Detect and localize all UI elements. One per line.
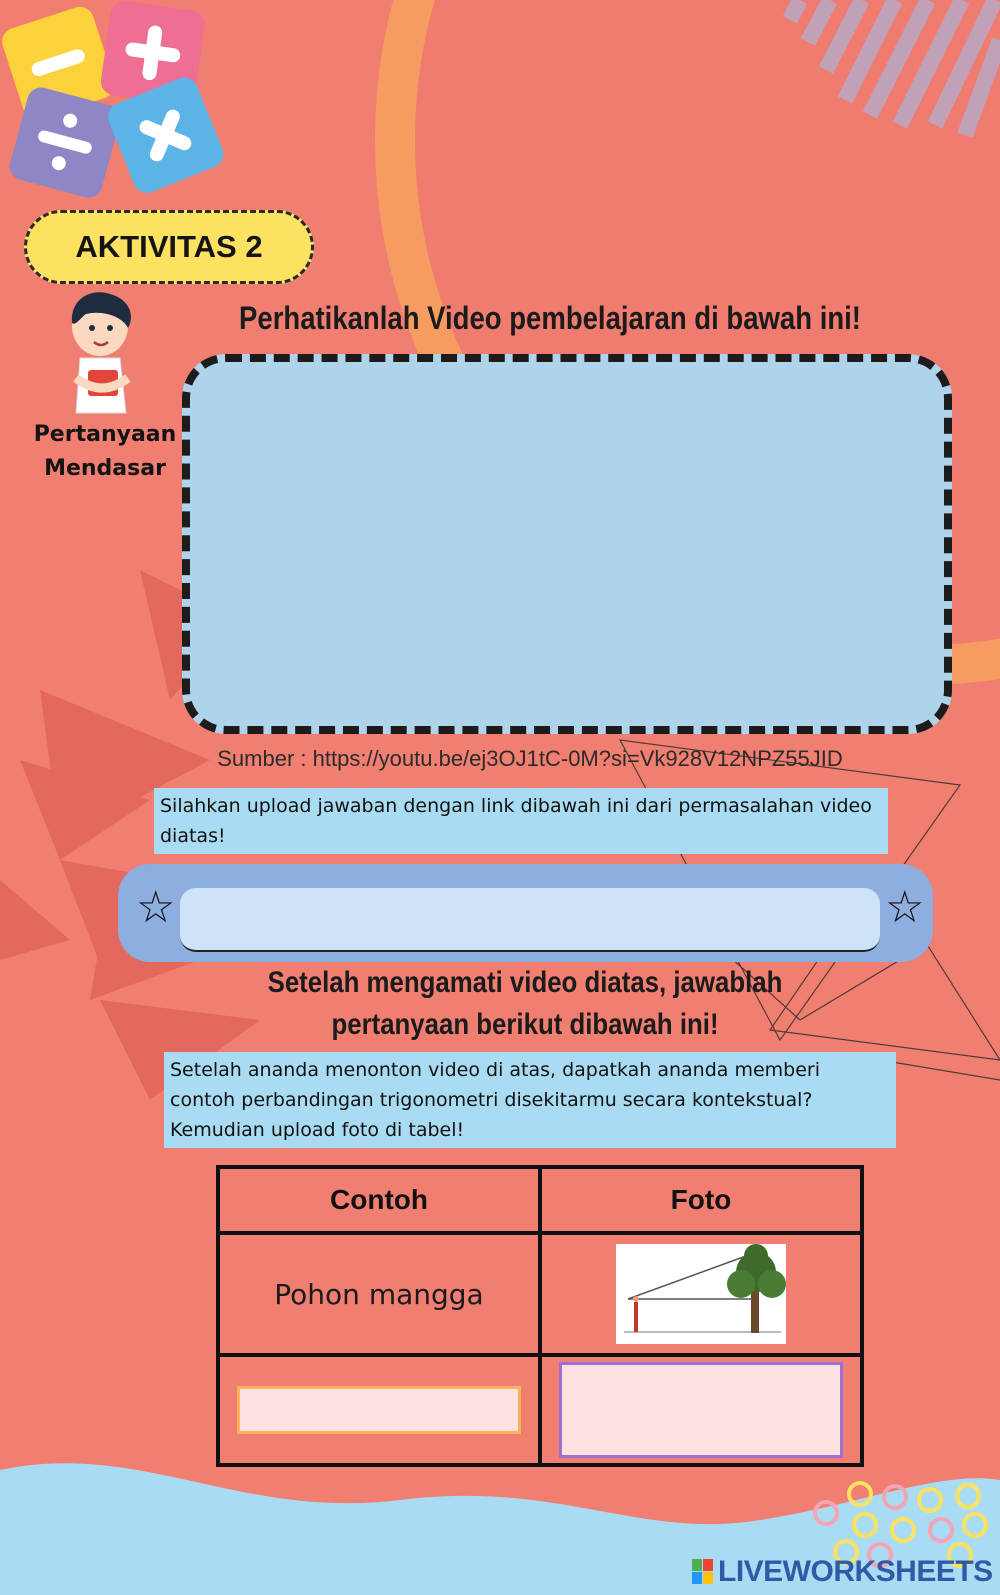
question-heading-line1: Setelah mengamati video diatas, jawablah xyxy=(267,966,783,999)
upload-instruction: Silahkan upload jawaban dengan link dibawah ini dari permasalahan video diatas! xyxy=(154,788,888,854)
photo-cell xyxy=(540,1233,862,1355)
math-operators-icon xyxy=(0,0,240,210)
side-label xyxy=(30,418,180,486)
tree-angle-photo xyxy=(616,1244,786,1344)
answer-link-input[interactable] xyxy=(180,888,880,952)
star-icon: ☆ xyxy=(136,882,176,933)
photo-upload-box[interactable] xyxy=(559,1362,843,1458)
question-heading-line2: pertanyaan berikut dibawah ini! xyxy=(331,1008,719,1041)
video-source: Sumber : https://youtu.be/ej3OJ1tC-0M?si=Vk928V12NPZ55JID xyxy=(217,746,843,771)
instruction-heading: Perhatikanlah Video pembelajaran di bawah ini! xyxy=(239,300,861,336)
liveworksheets-text: LIVEWORKSHEETS xyxy=(718,1555,993,1588)
video-player[interactable] xyxy=(182,354,952,734)
example-answer-input[interactable] xyxy=(237,1386,521,1434)
question-heading xyxy=(211,962,839,1046)
side-label-line2: Mendasar xyxy=(44,456,166,481)
side-label-line1: Pertanyaan xyxy=(33,422,177,447)
table-header-row xyxy=(218,1167,862,1233)
photo-upload-cell xyxy=(540,1355,862,1465)
column-header-photo: Foto xyxy=(540,1167,862,1233)
answer-table xyxy=(216,1165,864,1467)
student-character-icon xyxy=(62,288,142,423)
column-header-example: Contoh xyxy=(218,1167,540,1233)
liveworksheets-logo xyxy=(692,1555,993,1589)
example-cell: Pohon mangga xyxy=(218,1233,540,1355)
table-row xyxy=(218,1233,862,1355)
activity-badge: AKTIVITAS 2 xyxy=(24,210,314,284)
star-icon: ☆ xyxy=(885,882,925,933)
example-answer-cell xyxy=(218,1355,540,1465)
question-text: Setelah ananda menonton video di atas, dapatkah ananda memberi contoh perbandingan trigonometri disekitarmu secara kontekstual? Kemudian upload foto di tabel! xyxy=(164,1052,896,1148)
table-row xyxy=(218,1355,862,1465)
liveworksheets-mark-icon xyxy=(692,1559,714,1585)
